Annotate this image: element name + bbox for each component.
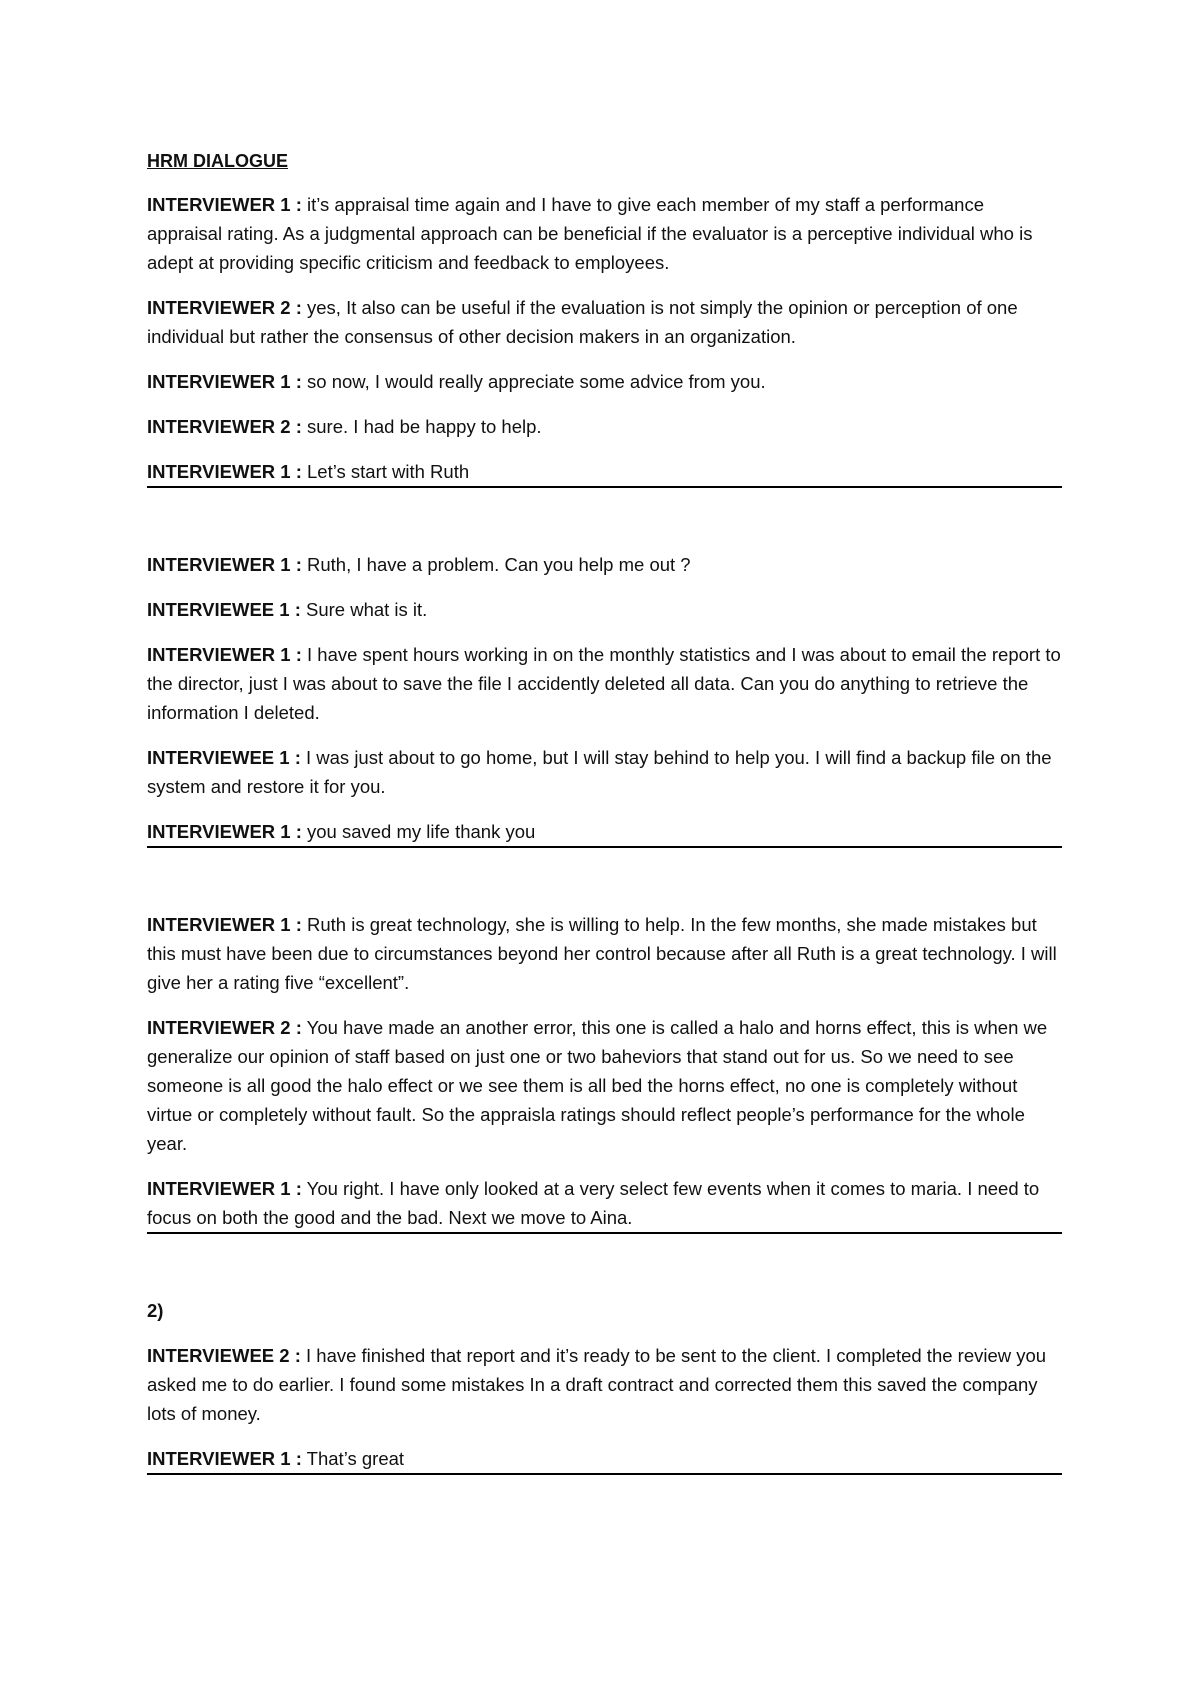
- dialogue-text: I was just about to go home, but I will stay behind to help you. I will find a backup file on the system and restore it for you.: [147, 747, 1052, 797]
- dialogue-text: I have spent hours working in on the monthly statistics and I was about to email the report to the director, just I was about to save the file I accidently deleted all data. Can you do anything to retrieve the information I deleted.: [147, 644, 1061, 723]
- speaker-label: INTERVIEWEE 2 :: [147, 1345, 301, 1366]
- dialogue-line-underlined: [147, 1444, 1062, 1475]
- dialogue-text: it’s appraisal time again and I have to give each member of my staff a performance appraisal rating. As a judgmental approach can be beneficial if the evaluator is a perceptive individual who is adept at providing specific criticism and feedback to employees.: [147, 194, 1033, 273]
- dialogue-text: Sure what is it.: [300, 599, 428, 620]
- dialogue-text: You have made an another error, this one is called a halo and horns effect, this is when we generalize our opinion of staff based on just one or two baheviors that stand out for us. So we need to see someone is all good the halo effect or we see them is all bed the horns effect, no one is completely without virtue or completely without fault. So the appraisla ratings should reflect people’s performance for the whole year.: [147, 1017, 1048, 1154]
- dialogue-text: sure. I had be happy to help.: [301, 416, 542, 437]
- dialogue-line: [147, 293, 1062, 351]
- speaker-label: INTERVIEWER 1 :: [147, 821, 302, 842]
- dialogue-block-2: [147, 550, 1062, 848]
- dialogue-text: yes, It also can be useful if the evaluation is not simply the opinion or perception of one individual but rather the consensus of other decision makers in an organization.: [147, 297, 1018, 347]
- speaker-label: INTERVIEWER 1 :: [147, 194, 302, 215]
- dialogue-line: [147, 743, 1062, 801]
- speaker-label: INTERVIEWEE 1 :: [147, 599, 301, 620]
- dialogue-text: so now, I would really appreciate some advice from you.: [301, 371, 766, 392]
- speaker-label: INTERVIEWER 1 :: [147, 371, 302, 392]
- dialogue-line: [147, 1013, 1062, 1158]
- dialogue-line: [147, 640, 1062, 727]
- dialogue-line-underlined: [147, 457, 1062, 488]
- dialogue-text: Let’s start with Ruth: [301, 461, 470, 482]
- dialogue-line-underlined: [147, 1174, 1062, 1234]
- speaker-label: INTERVIEWER 1 :: [147, 644, 302, 665]
- speaker-label: INTERVIEWER 1 :: [147, 914, 302, 935]
- speaker-label: INTERVIEWEE 1 :: [147, 747, 301, 768]
- dialogue-block-4: [147, 1341, 1062, 1475]
- dialogue-block-1: [147, 190, 1062, 488]
- dialogue-line: [147, 190, 1062, 277]
- speaker-label: INTERVIEWER 1 :: [147, 461, 302, 482]
- speaker-label: INTERVIEWER 1 :: [147, 1178, 302, 1199]
- speaker-label: INTERVIEWER 2 :: [147, 416, 302, 437]
- section-gap: [147, 848, 1062, 910]
- speaker-label: INTERVIEWER 1 :: [147, 554, 302, 575]
- dialogue-line: [147, 412, 1062, 441]
- dialogue-text: Ruth, I have a problem. Can you help me out ?: [301, 554, 691, 575]
- dialogue-line: [147, 595, 1062, 624]
- dialogue-text: That’s great: [301, 1448, 405, 1469]
- dialogue-text: you saved my life thank you: [301, 821, 536, 842]
- dialogue-text: You right. I have only looked at a very select few events when it comes to maria. I need to focus on both the good and the bad. Next we move to Aina.: [147, 1178, 1040, 1228]
- dialogue-line: [147, 1341, 1062, 1428]
- dialogue-text: I have finished that report and it’s ready to be sent to the client. I completed the review you asked me to do earlier. I found some mistakes In a draft contract and corrected them this saved the company lots of money.: [147, 1345, 1047, 1424]
- dialogue-line: [147, 550, 1062, 579]
- dialogue-line: [147, 910, 1062, 997]
- dialogue-block-3: [147, 910, 1062, 1234]
- dialogue-line: [147, 367, 1062, 396]
- speaker-label: INTERVIEWER 2 :: [147, 297, 302, 318]
- speaker-label: INTERVIEWER 1 :: [147, 1448, 302, 1469]
- dialogue-line-underlined: [147, 817, 1062, 848]
- section-gap: [147, 1234, 1062, 1296]
- section-gap: [147, 488, 1062, 550]
- document-page: [147, 150, 1062, 1475]
- section-number: 2): [147, 1300, 164, 1321]
- dialogue-text: Ruth is great technology, she is willing to help. In the few months, she made mistakes but this must have been due to circumstances beyond her control because after all Ruth is a great technology. I will give her a rating five “excellent”.: [147, 914, 1057, 993]
- speaker-label: INTERVIEWER 2 :: [147, 1017, 302, 1038]
- document-title: HRM DIALOGUE: [147, 151, 288, 171]
